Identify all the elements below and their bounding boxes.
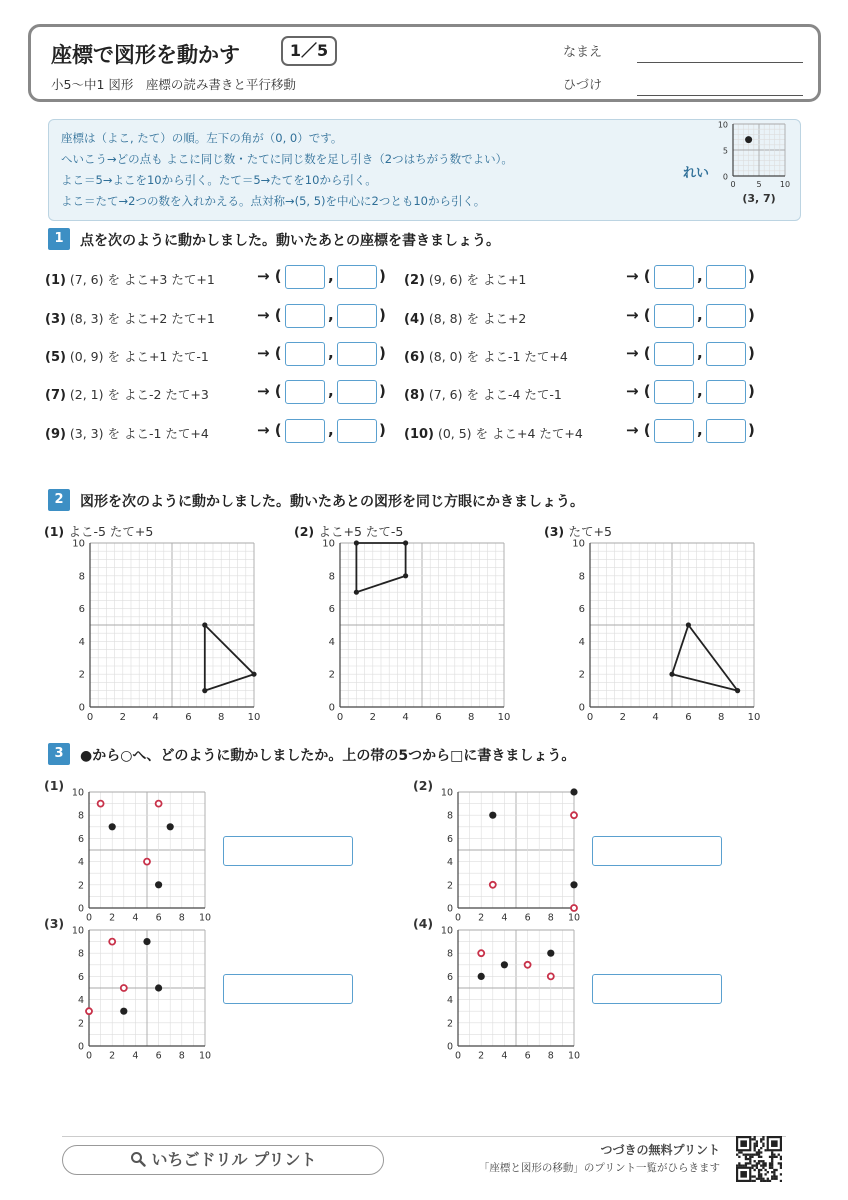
x-tick-label: 6 [524, 1050, 531, 1062]
y-tick-label: 6 [446, 833, 453, 845]
comma: , [328, 421, 334, 439]
close-paren: ) [379, 344, 386, 362]
close-paren: ) [748, 421, 755, 439]
open-point [144, 859, 150, 865]
y-tick-label: 0 [722, 172, 728, 182]
shape-vertex [686, 622, 691, 627]
x-tick-label: 0 [586, 712, 594, 723]
x-tick-label: 5 [756, 180, 762, 189]
answer-y-box-8[interactable] [706, 380, 746, 404]
question-number: (3) [45, 312, 66, 327]
open-point [478, 950, 484, 956]
x-tick-label: 0 [730, 180, 736, 189]
page-title: 座標で図形を動かす [51, 43, 240, 67]
answer-x-box-4[interactable] [654, 304, 694, 328]
y-tick-label: 10 [72, 538, 85, 550]
y-tick-label: 4 [578, 636, 585, 648]
y-tick-label: 8 [78, 571, 85, 583]
plot-instruction: たて+5 [568, 524, 612, 539]
example-point [745, 136, 752, 143]
close-paren: ) [748, 306, 755, 324]
footer-more-desc: 「座標と図形の移動」のプリント一覧がひらきます [478, 1162, 720, 1174]
question-10 [404, 424, 583, 442]
x-tick-label: 8 [218, 712, 225, 723]
x-tick-label: 10 [747, 712, 761, 723]
y-tick-label: 6 [328, 604, 335, 616]
filled-point [570, 788, 577, 795]
x-tick-label: 0 [85, 912, 93, 924]
shape-vertex [354, 540, 359, 545]
plot-number: (2) [294, 524, 319, 539]
y-tick-label: 6 [78, 604, 85, 616]
question-number: (10) [404, 427, 434, 442]
y-tick-label: 4 [446, 995, 453, 1007]
section-1-number: 1 [48, 228, 70, 250]
y-tick-label: 2 [446, 1018, 453, 1030]
comma: , [328, 306, 334, 324]
shape-vertex [403, 540, 408, 545]
question-number: (9) [45, 427, 66, 442]
question-text: (0, 5) を よこ+4 たて+4 [433, 426, 583, 441]
open-point [121, 985, 127, 991]
example-coord: (3, 7) [742, 192, 776, 205]
answer-x-box-5[interactable] [285, 342, 325, 366]
x-tick-label: 0 [454, 912, 462, 924]
grid-2-1[interactable] [64, 536, 289, 726]
answer-y-box-3[interactable] [337, 304, 377, 328]
footer-divider [62, 1136, 786, 1137]
close-paren: ) [379, 306, 386, 324]
filled-point [155, 881, 162, 888]
example-label: れい [683, 166, 710, 181]
x-tick-label: 8 [547, 912, 554, 924]
y-tick-label: 0 [328, 702, 335, 714]
question-3 [45, 309, 215, 327]
question-text: (9, 6) を よこ+1 [424, 272, 527, 287]
question-number: (5) [45, 350, 66, 365]
comma: , [697, 344, 703, 362]
shape-vertex [735, 688, 740, 693]
section-3-title: ●から○へ、どのように動かしましたか。上の帯の5つから□に書きましょう。 [80, 748, 576, 764]
shape-vertex [354, 590, 359, 595]
y-tick-label: 8 [77, 810, 84, 822]
name-label: なまえ [563, 45, 603, 60]
x-tick-label: 6 [155, 912, 162, 924]
question-number: (6) [404, 350, 425, 365]
answer-x-box-1[interactable] [285, 265, 325, 289]
x-tick-label: 10 [779, 180, 791, 189]
question-7 [45, 385, 209, 403]
question-text: (3, 3) を よこ-1 たて+4 [65, 426, 209, 441]
arrow-open-paren: → ( [257, 382, 282, 400]
x-tick-label: 2 [109, 912, 116, 924]
open-point [156, 801, 162, 807]
y-tick-label: 0 [78, 702, 85, 714]
x-tick-label: 2 [619, 712, 626, 723]
question-number: (8) [404, 388, 425, 403]
name-line[interactable] [637, 62, 803, 63]
question-text: (0, 9) を よこ+1 たて-1 [65, 349, 209, 364]
y-tick-label: 6 [446, 971, 453, 983]
question-text: (8, 3) を よこ+2 たて+1 [65, 311, 215, 326]
y-tick-label: 4 [77, 857, 84, 869]
shape-vertex [202, 622, 207, 627]
x-tick-label: 6 [524, 912, 531, 924]
answer-y-box-9[interactable] [337, 419, 377, 443]
shape-vertex [202, 688, 207, 693]
x-tick-label: 10 [497, 712, 511, 723]
y-tick-label: 10 [71, 925, 84, 937]
y-tick-label: 2 [578, 669, 585, 681]
answer-y-box-10[interactable] [706, 419, 746, 443]
y-tick-label: 4 [78, 636, 85, 648]
x-tick-label: 4 [132, 912, 139, 924]
footer-search-button[interactable] [62, 1145, 384, 1175]
filled-point [120, 1008, 127, 1015]
question-8 [404, 385, 562, 403]
y-tick-label: 4 [77, 995, 84, 1007]
y-tick-label: 10 [440, 925, 453, 937]
y-tick-label: 10 [440, 787, 453, 799]
question-text: (8, 0) を よこ-1 たて+4 [424, 349, 568, 364]
answer-y-box-2[interactable] [706, 265, 746, 289]
y-tick-label: 10 [717, 120, 728, 130]
close-paren: ) [379, 267, 386, 285]
x-tick-label: 4 [501, 912, 508, 924]
x-tick-label: 2 [109, 1050, 116, 1062]
grid-3-4 [435, 918, 615, 1063]
x-tick-label: 8 [178, 912, 185, 924]
filled-point [143, 938, 150, 945]
x-tick-label: 10 [198, 1050, 212, 1062]
x-tick-label: 8 [178, 1050, 185, 1062]
x-tick-label: 2 [119, 712, 126, 723]
open-point [571, 905, 577, 911]
answer-y-box-7[interactable] [337, 380, 377, 404]
y-tick-label: 2 [77, 880, 84, 892]
filled-point [155, 984, 162, 991]
plot-instruction: よこ-5 たて+5 [68, 524, 154, 539]
date-line[interactable] [637, 95, 803, 96]
section-3-number: 3 [48, 743, 70, 765]
grid-3-2 [435, 780, 615, 925]
shape-vertex [251, 672, 256, 677]
x-tick-label: 6 [435, 712, 442, 723]
arrow-open-paren: → ( [626, 344, 651, 362]
grid-3-1 [66, 780, 246, 925]
info-line-1: 座標は（よこ, たて）の順。左下の角が（0, 0）です。 [61, 131, 343, 145]
answer-box-3-1[interactable] [223, 836, 353, 866]
close-paren: ) [748, 344, 755, 362]
answer-box-3-3[interactable] [223, 974, 353, 1004]
info-box [48, 119, 801, 221]
y-tick-label: 10 [572, 538, 585, 550]
info-line-3: よこ＝5→よこを10から引く。たて＝5→たてを10から引く。 [61, 173, 377, 187]
y-tick-label: 0 [77, 1041, 84, 1053]
footer-search-text: いちごドリル プリント [151, 1150, 317, 1169]
page-number-badge: 1／5 [281, 36, 337, 66]
filled-point [501, 961, 508, 968]
question-number: (2) [404, 273, 425, 288]
y-tick-label: 8 [77, 948, 84, 960]
question-4 [404, 309, 526, 327]
arrow-open-paren: → ( [257, 344, 282, 362]
x-tick-label: 6 [185, 712, 192, 723]
y-tick-label: 8 [446, 948, 453, 960]
answer-box-3-2[interactable] [592, 836, 722, 866]
arrow-open-paren: → ( [257, 421, 282, 439]
question-text: (2, 1) を よこ-2 たて+3 [65, 387, 209, 402]
x-tick-label: 4 [152, 712, 159, 723]
question-text: (7, 6) を よこ-4 たて-1 [424, 387, 562, 402]
comma: , [328, 344, 334, 362]
x-tick-label: 6 [685, 712, 692, 723]
x-tick-label: 2 [369, 712, 376, 723]
y-tick-label: 4 [446, 857, 453, 869]
header-box [28, 24, 821, 102]
open-point [548, 973, 554, 979]
question-6 [404, 347, 568, 365]
filled-point [489, 812, 496, 819]
grid-2-2[interactable] [314, 536, 539, 726]
x-tick-label: 10 [247, 712, 261, 723]
answer-x-box-7[interactable] [285, 380, 325, 404]
open-point [525, 962, 531, 968]
date-label: ひづけ [563, 78, 603, 93]
comma: , [697, 421, 703, 439]
answer-box-3-4[interactable] [592, 974, 722, 1004]
arrow-open-paren: → ( [257, 267, 282, 285]
answer-x-box-9[interactable] [285, 419, 325, 443]
grid-2-3[interactable] [564, 536, 789, 726]
question-5 [45, 347, 209, 365]
grid-3-3 [66, 918, 246, 1063]
y-tick-label: 2 [328, 669, 335, 681]
x-tick-label: 0 [454, 1050, 462, 1062]
question-1 [45, 270, 215, 288]
y-tick-label: 0 [446, 903, 453, 915]
x-tick-label: 4 [132, 1050, 139, 1062]
plot-3-1-number: (1) [44, 778, 65, 793]
y-tick-label: 2 [446, 880, 453, 892]
close-paren: ) [379, 421, 386, 439]
page-subtitle: 小5～中1 図形 座標の読み書きと平行移動 [51, 77, 296, 92]
y-tick-label: 10 [71, 787, 84, 799]
x-tick-label: 8 [547, 1050, 554, 1062]
arrow-open-paren: → ( [626, 382, 651, 400]
y-tick-label: 6 [77, 971, 84, 983]
y-tick-label: 0 [578, 702, 585, 714]
open-point [571, 812, 577, 818]
plot-3-2-number: (2) [413, 778, 434, 793]
x-tick-label: 8 [468, 712, 475, 723]
question-number: (4) [404, 312, 425, 327]
x-tick-label: 8 [718, 712, 725, 723]
x-tick-label: 4 [402, 712, 409, 723]
section-2-title: 図形を次のように動かしました。動いたあとの図形を同じ方眼にかきましょう。 [80, 494, 584, 510]
answer-y-box-5[interactable] [337, 342, 377, 366]
x-tick-label: 0 [86, 712, 94, 723]
search-icon [130, 1151, 146, 1167]
filled-point [167, 823, 174, 830]
filled-point [547, 950, 554, 957]
qr-code[interactable] [736, 1136, 782, 1182]
arrow-open-paren: → ( [626, 306, 651, 324]
x-tick-label: 0 [85, 1050, 93, 1062]
filled-point [109, 823, 116, 830]
filled-point [570, 881, 577, 888]
answer-x-box-2[interactable] [654, 265, 694, 289]
open-point [490, 882, 496, 888]
answer-x-box-8[interactable] [654, 380, 694, 404]
x-tick-label: 10 [198, 912, 212, 924]
open-point [109, 939, 115, 945]
arrow-open-paren: → ( [626, 267, 651, 285]
shape-vertex [403, 573, 408, 578]
x-tick-label: 4 [652, 712, 659, 723]
y-tick-label: 8 [446, 810, 453, 822]
y-tick-label: 8 [578, 571, 585, 583]
footer-more-title: つづきの無料プリント [600, 1143, 720, 1157]
x-tick-label: 10 [567, 1050, 581, 1062]
arrow-open-paren: → ( [626, 421, 651, 439]
question-text: (8, 8) を よこ+2 [424, 311, 527, 326]
answer-y-box-6[interactable] [706, 342, 746, 366]
comma: , [328, 267, 334, 285]
shape-vertex [669, 672, 674, 677]
open-point [86, 1008, 92, 1014]
question-number: (1) [45, 273, 66, 288]
plot-instruction: よこ+5 たて-5 [318, 524, 404, 539]
x-tick-label: 4 [501, 1050, 508, 1062]
x-tick-label: 10 [567, 912, 581, 924]
filled-point [478, 973, 485, 980]
info-line-2: へいこう→どの点も よこに同じ数・たてに同じ数を足し引き（2つはちがう数でよい）。 [61, 152, 513, 166]
y-tick-label: 2 [77, 1018, 84, 1030]
example-grid [717, 120, 797, 196]
answer-y-box-1[interactable] [337, 265, 377, 289]
y-tick-label: 5 [722, 146, 728, 156]
question-number: (7) [45, 388, 66, 403]
plot-3-3-number: (3) [44, 916, 65, 931]
x-tick-label: 6 [155, 1050, 162, 1062]
y-tick-label: 6 [77, 833, 84, 845]
x-tick-label: 2 [478, 912, 485, 924]
section-2-number: 2 [48, 489, 70, 511]
y-tick-label: 2 [78, 669, 85, 681]
plot-number: (1) [44, 524, 69, 539]
question-text: (7, 6) を よこ+3 たて+1 [65, 272, 215, 287]
answer-x-box-6[interactable] [654, 342, 694, 366]
answer-x-box-3[interactable] [285, 304, 325, 328]
y-tick-label: 4 [328, 636, 335, 648]
y-tick-label: 0 [77, 903, 84, 915]
comma: , [697, 382, 703, 400]
comma: , [697, 306, 703, 324]
y-tick-label: 8 [328, 571, 335, 583]
comma: , [328, 382, 334, 400]
close-paren: ) [748, 267, 755, 285]
answer-y-box-4[interactable] [706, 304, 746, 328]
arrow-open-paren: → ( [257, 306, 282, 324]
y-tick-label: 10 [322, 538, 335, 550]
question-9 [45, 424, 209, 442]
open-point [98, 801, 104, 807]
x-tick-label: 2 [478, 1050, 485, 1062]
info-line-4: よこ＝たて→2つの数を入れかえる。点対称→(5, 5)を中心に2つとも10から引く。 [61, 194, 486, 208]
section-1-title: 点を次のように動かしました。動いたあとの座標を書きましょう。 [80, 233, 500, 249]
plot-number: (3) [544, 524, 569, 539]
x-tick-label: 0 [336, 712, 344, 723]
close-paren: ) [379, 382, 386, 400]
answer-x-box-10[interactable] [654, 419, 694, 443]
y-tick-label: 0 [446, 1041, 453, 1053]
comma: , [697, 267, 703, 285]
plot-3-4-number: (4) [413, 916, 434, 931]
question-2 [404, 270, 526, 288]
close-paren: ) [748, 382, 755, 400]
y-tick-label: 6 [578, 604, 585, 616]
